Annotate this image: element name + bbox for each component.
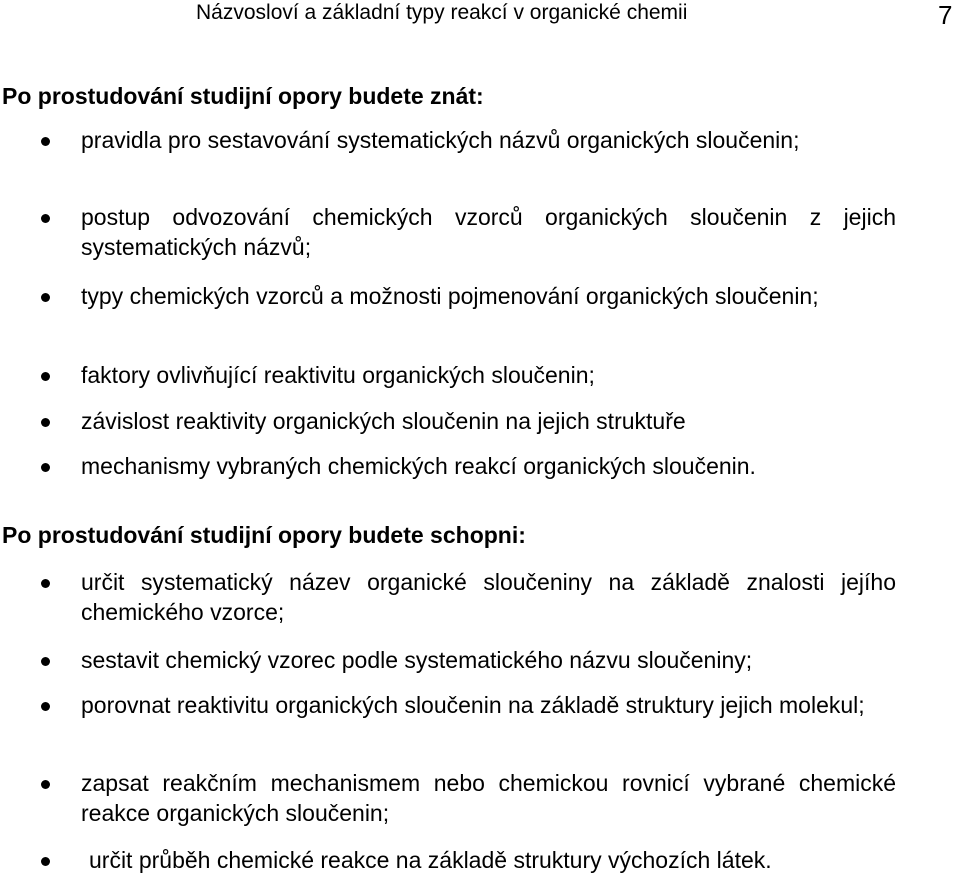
running-header-title: Názvosloví a základní typy reakcí v organické chemii [196, 1, 688, 24]
bullet-text: pravidla pro sestavování systematických názvů organických sloučenin; [81, 127, 800, 153]
bullet-item [0, 451, 959, 483]
bullet-dot-icon [41, 702, 50, 711]
bullet-item [0, 768, 959, 838]
bullet-dot-icon [41, 293, 50, 302]
bullet-dot-icon [41, 657, 50, 666]
bullet-dot-icon [41, 579, 50, 588]
bullet-text: postup odvozování chemických vzorců organických sloučenin z jejich systematických názvů; [81, 204, 896, 260]
bullet-item [0, 845, 959, 877]
bullet-text: mechanismy vybraných chemických reakcí organických sloučenin. [81, 453, 756, 479]
bullet-dot-icon [41, 857, 50, 866]
bullet-text: porovnat reaktivitu organických sloučenin na základě struktury jejich molekul; [81, 692, 865, 718]
bullet-item [0, 202, 959, 272]
bullet-dot-icon [41, 372, 50, 381]
bullet-item [0, 125, 959, 195]
bullet-text: zapsat reakčním mechanismem nebo chemickou rovnicí vybrané chemické reakce organických sloučenin; [81, 770, 896, 826]
bullet-text: typy chemických vzorců a možnosti pojmenování organických sloučenin; [81, 283, 819, 309]
page-number: 7 [938, 0, 953, 30]
bullet-text: určit průběh chemické reakce na základě struktury výchozích látek. [89, 847, 772, 873]
bullet-dot-icon [41, 137, 50, 146]
bullet-dot-icon [41, 214, 50, 223]
section-heading-knowledge: Po prostudování studijní opory budete znát: [2, 83, 484, 109]
bullet-dot-icon [41, 418, 50, 427]
bullet-dot-icon [41, 463, 50, 472]
bullet-text: závislost reaktivity organických sloučenin na jejich struktuře [81, 408, 686, 434]
bullet-text: faktory ovlivňující reaktivitu organických sloučenin; [81, 362, 595, 388]
bullet-item [0, 281, 959, 351]
section-heading-skills: Po prostudování studijní opory budete schopni: [2, 522, 526, 548]
bullet-text: určit systematický název organické sloučeniny na základě znalosti jejího chemického vzorce; [81, 569, 896, 625]
bullet-text: sestavit chemický vzorec podle systematického názvu sloučeniny; [81, 647, 753, 673]
bullet-item [0, 645, 959, 677]
bullet-item [0, 690, 959, 760]
bullet-item [0, 360, 959, 392]
bullet-dot-icon [41, 780, 50, 789]
bullet-item [0, 567, 959, 637]
bullet-item [0, 406, 959, 438]
